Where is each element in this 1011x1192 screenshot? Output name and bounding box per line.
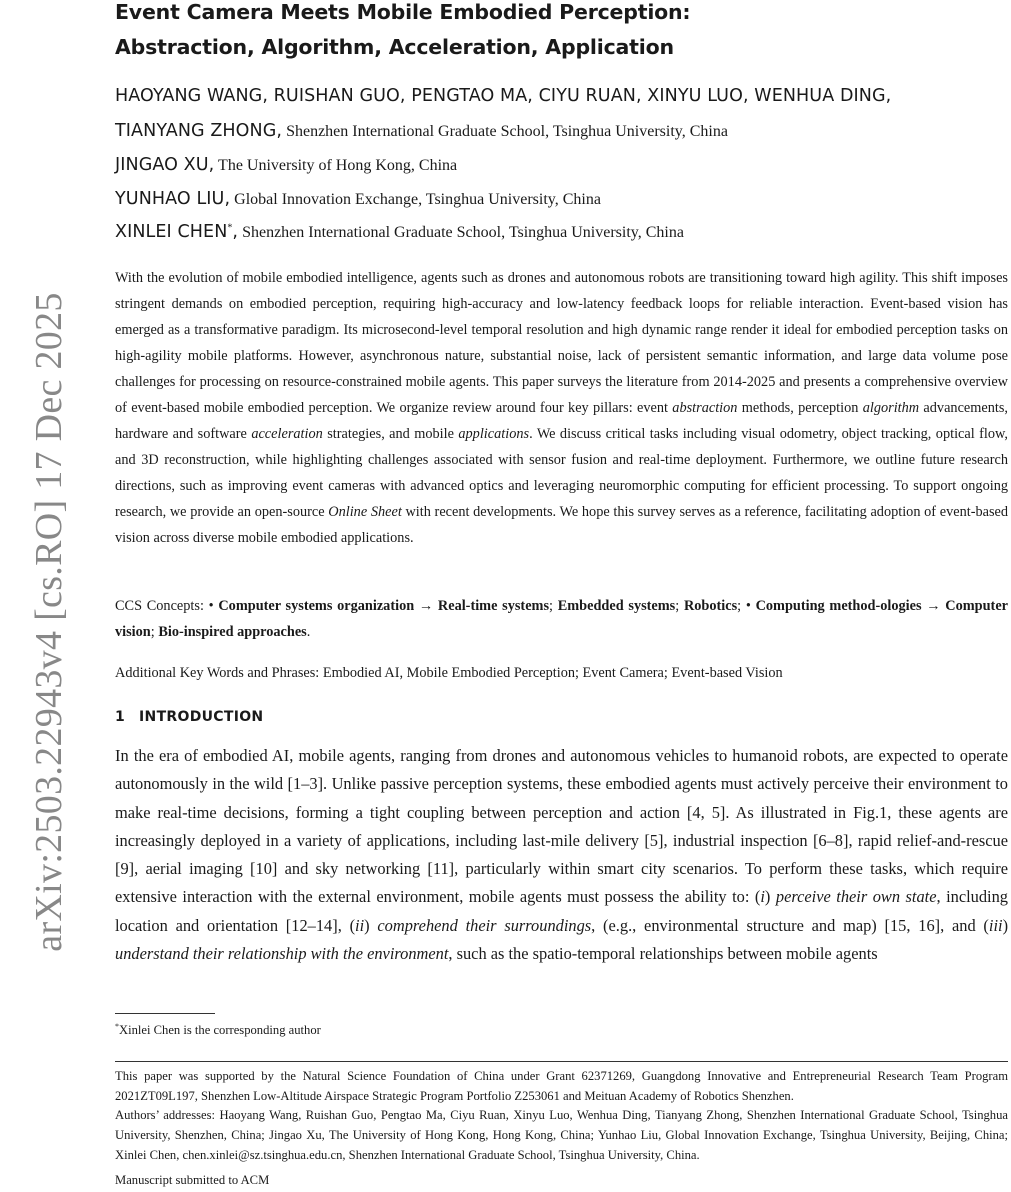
- ccs-sep: ;: [150, 624, 159, 640]
- corresponding-mark: *: [227, 222, 233, 234]
- section-number: 1: [115, 709, 126, 725]
- abstract-text: methods, perception: [737, 400, 863, 416]
- keywords: Additional Key Words and Phrases: Embodied AI, Mobile Embodied Perception; Event Camera; Event-based Vision: [115, 665, 783, 681]
- ccs-sep: ; •: [737, 598, 756, 614]
- abstract-emphasis: abstraction: [672, 400, 738, 416]
- author-names: YUNHAO LIU,: [115, 189, 231, 209]
- intro-roman: iii: [988, 915, 1003, 935]
- intro-emphasis: perceive their own state: [775, 887, 937, 907]
- funding-notes: [115, 1067, 1008, 1166]
- intro-paragraph: [115, 742, 1008, 968]
- author-affiliation: Shenzhen International Graduate School, Tsinghua University, China: [238, 224, 684, 241]
- footnote: [115, 1022, 321, 1038]
- author-line-3: [115, 155, 457, 176]
- intro-text: ): [764, 887, 776, 907]
- author-addresses: Authors’ addresses: Haoyang Wang, Ruishan Guo, Pengtao Ma, Ciyu Ruan, Xinyu Luo, Wenhua Ding, Tianyang Zhong, Shenzhen International Graduate School, Tsinghua University, Shenzhen, China; Jingao Xu, The University of Hong Kong, Hong Kong, China; Yunhao Liu, Global Innovation Exchange, Tsinghua University, Beijing, China; Xinlei Chen, chen.xinlei@sz.tsinghua.edu.cn, Shenzhen International Graduate School, Tsinghua University, China.: [115, 1108, 1008, 1162]
- author-line-5: [115, 222, 684, 243]
- title-line-1: Event Camera Meets Mobile Embodied Perception:: [115, 0, 691, 24]
- intro-emphasis: comprehend their surroundings: [377, 915, 592, 935]
- intro-roman: ii: [355, 915, 365, 935]
- footnote-text: Xinlei Chen is the corresponding author: [119, 1023, 321, 1038]
- title-line-2: Abstraction, Algorithm, Acceleration, Application: [115, 35, 674, 59]
- abstract-text: . We discuss critical tasks including visual odometry, object tracking, optical flow, and 3D reconstruction, while highlighting challenges associated with sensor fusion and real-time deployment. Furthermore, we outline future research directions, such as improving event cameras with advanced optics and leveraging neuromorphic computing for efficient processing. To support ongoing research, we provide an open-source: [115, 426, 1008, 520]
- abstract-emphasis: Online Sheet: [328, 504, 402, 520]
- ccs-term: Computer systems organization → Real-time systems: [218, 598, 550, 614]
- manuscript-note: Manuscript submitted to ACM: [115, 1173, 270, 1187]
- intro-text: , including location and orientation [12–14], (: [115, 887, 1008, 935]
- author-affiliation: Global Innovation Exchange, Tsinghua University, China: [230, 191, 601, 208]
- footnote-mark: *: [115, 1022, 119, 1031]
- footnote-rule: [115, 1013, 215, 1014]
- divider: [115, 1061, 1008, 1062]
- intro-text: ): [364, 915, 378, 935]
- abstract-text: with recent developments. We hope this survey serves as a reference, facilitating adoption of event-based vision across diverse mobile embodied applications.: [115, 504, 1009, 546]
- author-names: XINLEI CHEN: [115, 222, 228, 242]
- arxiv-stamp: arXiv:2503.22943v4 [cs.RO] 17 Dec 2025: [28, 292, 70, 952]
- intro-text: , such as the spatio-temporal relationships between mobile agents: [448, 944, 878, 964]
- intro-emphasis: understand their relationship with the environment: [115, 944, 449, 964]
- ccs-term: Robotics: [683, 598, 738, 614]
- ccs-label: CCS Concepts: •: [115, 598, 219, 614]
- author-affiliation: Shenzhen International Graduate School, Tsinghua University, China: [282, 123, 728, 140]
- author-names: TIANYANG ZHONG,: [115, 121, 283, 141]
- section-heading: [115, 709, 263, 725]
- ccs-sep: ;: [549, 598, 558, 614]
- abstract: [115, 265, 1008, 551]
- ccs-sep: ;: [675, 598, 684, 614]
- author-line-2: [115, 121, 728, 142]
- abstract-emphasis: acceleration: [251, 426, 323, 442]
- intro-text: In the era of embodied AI, mobile agents, ranging from drones and autonomous vehicles to humanoid robots, are expected to operate autonomously in the wild [1–3]. Unlike passive perception systems, these embodied agents must actively perceive their environment to make real-time decisions, forming a tight coupling between perception and action [4, 5]. As illustrated in Fig.1, these agents are increasingly deployed in a variety of applications, including last-mile delivery [5], industrial inspection [6–8], rapid relief-and-rescue [9], aerial imaging [10] and sky networking [11], particularly within smart city scenarios. To perform these tasks, which require extensive interaction with the external environment, mobile agents must possess the ability to: (: [115, 746, 1008, 907]
- ccs-concepts: [115, 593, 1008, 645]
- author-names: JINGAO XU,: [115, 155, 215, 175]
- author-line-1: [115, 86, 891, 107]
- author-comma: ,: [232, 222, 239, 242]
- funding-text: This paper was supported by the Natural Science Foundation of China under Grant 62371269, Guangdong Innovative and Entrepreneurial Research Team Program 2021ZT09L197, Shenzhen Low-Altitude Airspace Strategic Program Portfolio Z253061 and Meituan Academy of Robotics Shenzhen.: [115, 1069, 1008, 1103]
- intro-text: , (e.g., environmental structure and map) [15, 16], and (: [591, 915, 989, 935]
- abstract-emphasis: applications: [458, 426, 530, 442]
- author-line-4: [115, 189, 601, 210]
- abstract-text: With the evolution of mobile embodied intelligence, agents such as drones and autonomous robots are transitioning toward high agility. This shift imposes stringent demands on embodied perception, requiring high-accuracy and low-latency feedback loops for reliable interaction. Event-based vision has emerged as a transformative paradigm. Its microsecond-level temporal resolution and high dynamic range render it ideal for embodied perception tasks on high-agility mobile platforms. However, asynchronous nature, substantial noise, lack of persistent semantic information, and large data volume pose challenges for processing on resource-constrained mobile agents. This paper surveys the literature from 2014-2025 and presents a comprehensive overview of event-based mobile embodied perception. We organize review around four key pillars: event: [115, 270, 1008, 416]
- ccs-sep: .: [306, 624, 311, 640]
- ccs-term: Bio-inspired approaches: [158, 624, 307, 640]
- ccs-term: Computing method-ologies → Computer vision: [115, 598, 1009, 640]
- abstract-text: advancements, hardware and software: [115, 400, 1008, 442]
- abstract-emphasis: algorithm: [862, 400, 920, 416]
- ccs-term: Embedded systems: [557, 598, 676, 614]
- intro-roman: i: [760, 887, 765, 907]
- section-title: INTRODUCTION: [139, 709, 264, 725]
- author-affiliation: The University of Hong Kong, China: [214, 157, 458, 174]
- abstract-text: strategies, and mobile: [322, 426, 459, 442]
- author-names: HAOYANG WANG, RUISHAN GUO, PENGTAO MA, CIYU RUAN, XINYU LUO, WENHUA DING,: [115, 86, 892, 106]
- intro-text: ): [1002, 915, 1009, 935]
